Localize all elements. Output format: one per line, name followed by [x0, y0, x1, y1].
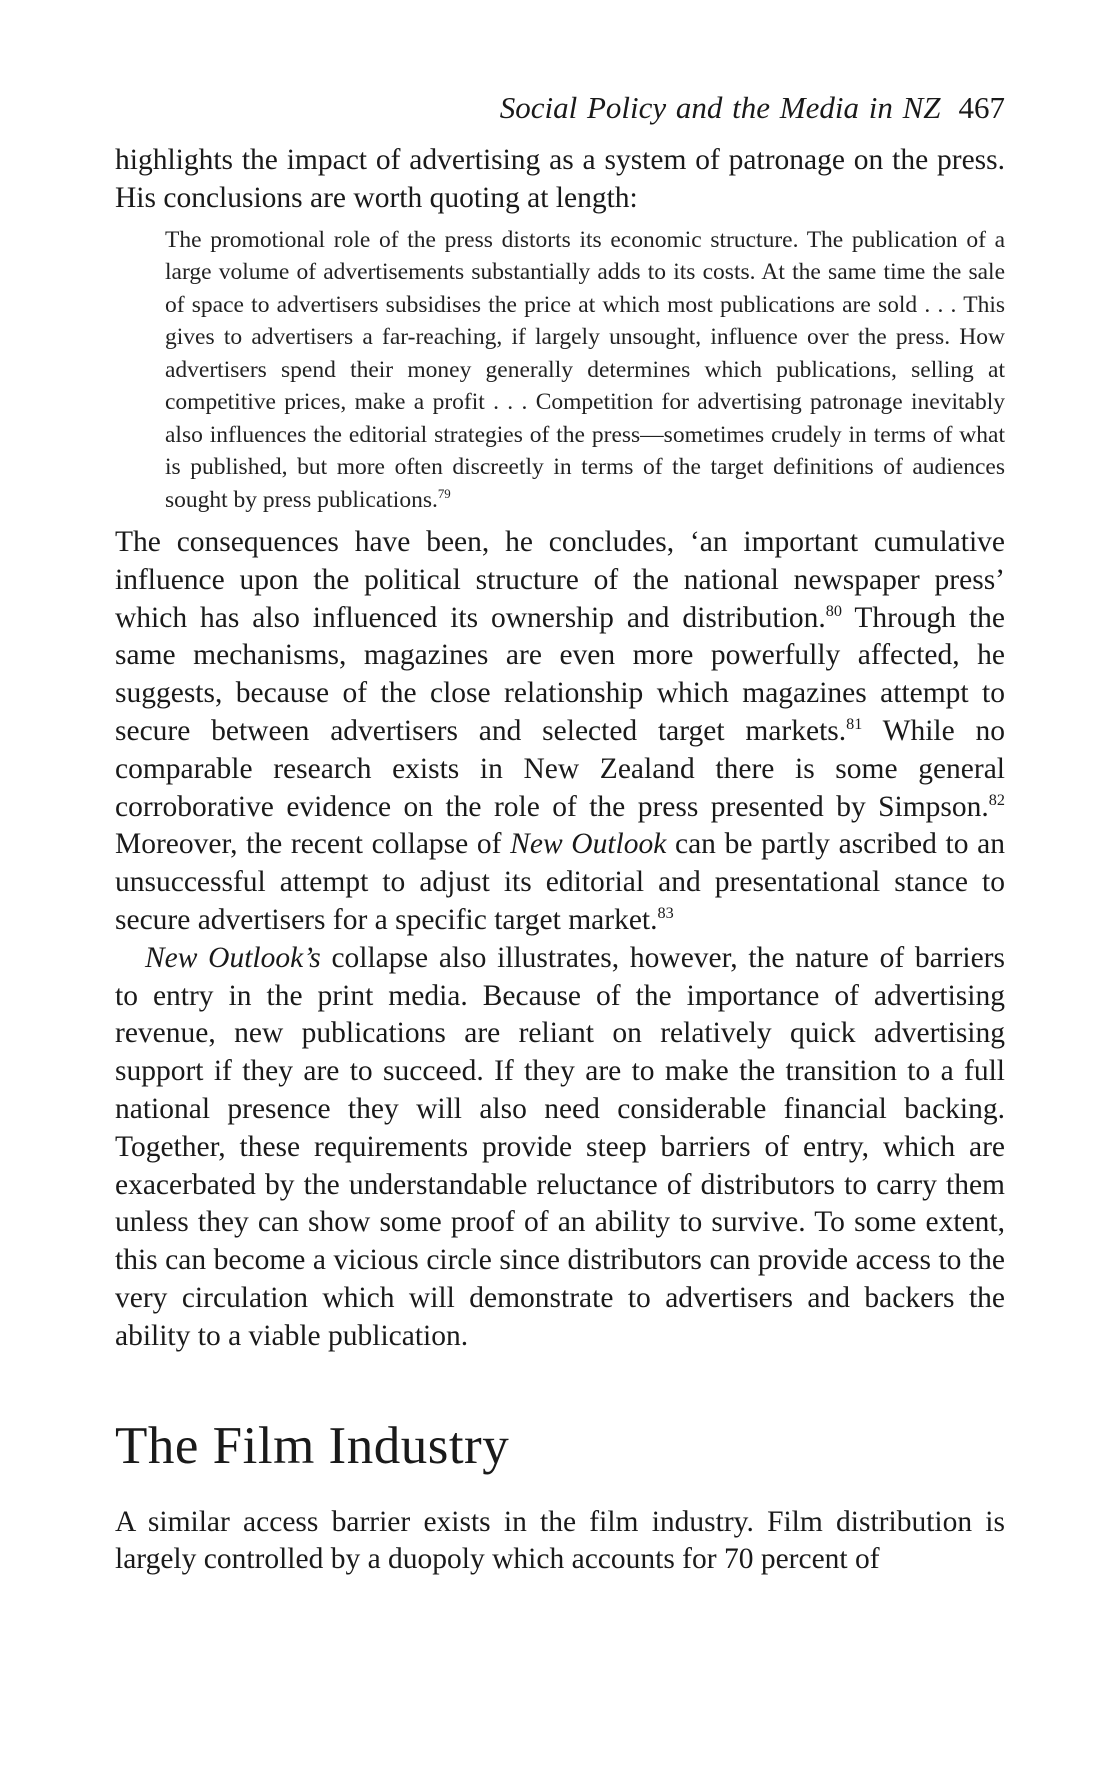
paragraph-3-text: collapse also illustrates, however, the nature of barriers to entry in the print media. Because of the importance of advertising revenue, new publications are reliant on relatively quick advertising support if they are to succeed. If they are to make the transition to a full national presence they will also need considerable financial backing. Together, these requirements provide steep barriers of entry, which are exacerbated by the understandable reluctance of distributors to carry them unless they can show some proof of an ability to survive. To some extent, this can become a vicious circle since distributors can provide access to the very circulation which will demonstrate to advertisers and backers the ability to a viable publication. — [115, 941, 1005, 1352]
quote-text: The promotional role of the press distorts its economic structure. The publication of a large volume of advertisements substantially adds to its costs. At the same time the sale of space to advertisers subsidises the price at which most publications are sold . . . This gives to advertisers a far-reaching, if largely unsought, influence over the press. How advertisers spend their money generally determines which publications, selling at competitive prices, make a profit . . . Competition for advertising patronage inevitably also influences the editorial strategies of the press—sometimes crudely in terms of what is published, but more often discreetly in terms of the target definitions of audiences sought by press publications. — [165, 226, 1005, 513]
footnote-ref-81: 81 — [846, 715, 863, 734]
paragraph-2-sentence-4: Moreover, the recent collapse of — [115, 828, 511, 861]
footnote-ref-83: 83 — [657, 904, 674, 923]
paragraph-2-sentence-3: While no comparable research exists in New Zealand there is some general corroborative evidence on the role of the press presented by Simpson. — [115, 715, 1005, 823]
paragraph-3 — [115, 940, 1005, 1356]
paragraph-2-sentence-5: can be partly ascribed to an unsuccessful attempt to adjust its editorial and presentational stance to secure advertisers for a specific target market. — [115, 828, 1005, 937]
running-head-title: Social Policy and the Media in NZ — [499, 90, 941, 125]
block-quote — [165, 224, 1005, 517]
book-page — [115, 88, 1005, 1579]
paragraph-2 — [115, 524, 1005, 940]
running-head — [115, 88, 1005, 128]
paragraph-2-sentence-1: The consequences have been, he concludes, ‘an important cumulative influence upon the political structure of the national newspaper press’ which has also influenced its ownership and distribution. — [115, 526, 1005, 634]
publication-title-new-outlooks: New Outlook’s — [145, 941, 321, 974]
footnote-ref-79: 79 — [437, 485, 451, 501]
paragraph-1: highlights the impact of advertising as a system of patronage on the press. His conclusions are worth quoting at length: — [115, 144, 1005, 214]
publication-title-new-outlook: New Outlook — [510, 828, 667, 861]
footnote-ref-82: 82 — [988, 790, 1005, 809]
paragraph-2-sentence-2: Through the same mechanisms, magazines are even more powerfully affected, he suggests, because of the close relationship which magazines attempt to secure between advertisers and selected target markets. — [115, 601, 1005, 748]
paragraph-4: A similar access barrier exists in the film industry. Film distribution is largely controlled by a duopoly which accounts for 70 percent of — [115, 1505, 1005, 1576]
page-number: 467 — [958, 90, 1005, 125]
section-heading: The Film Industry — [115, 1416, 510, 1475]
footnote-ref-80: 80 — [825, 601, 842, 620]
